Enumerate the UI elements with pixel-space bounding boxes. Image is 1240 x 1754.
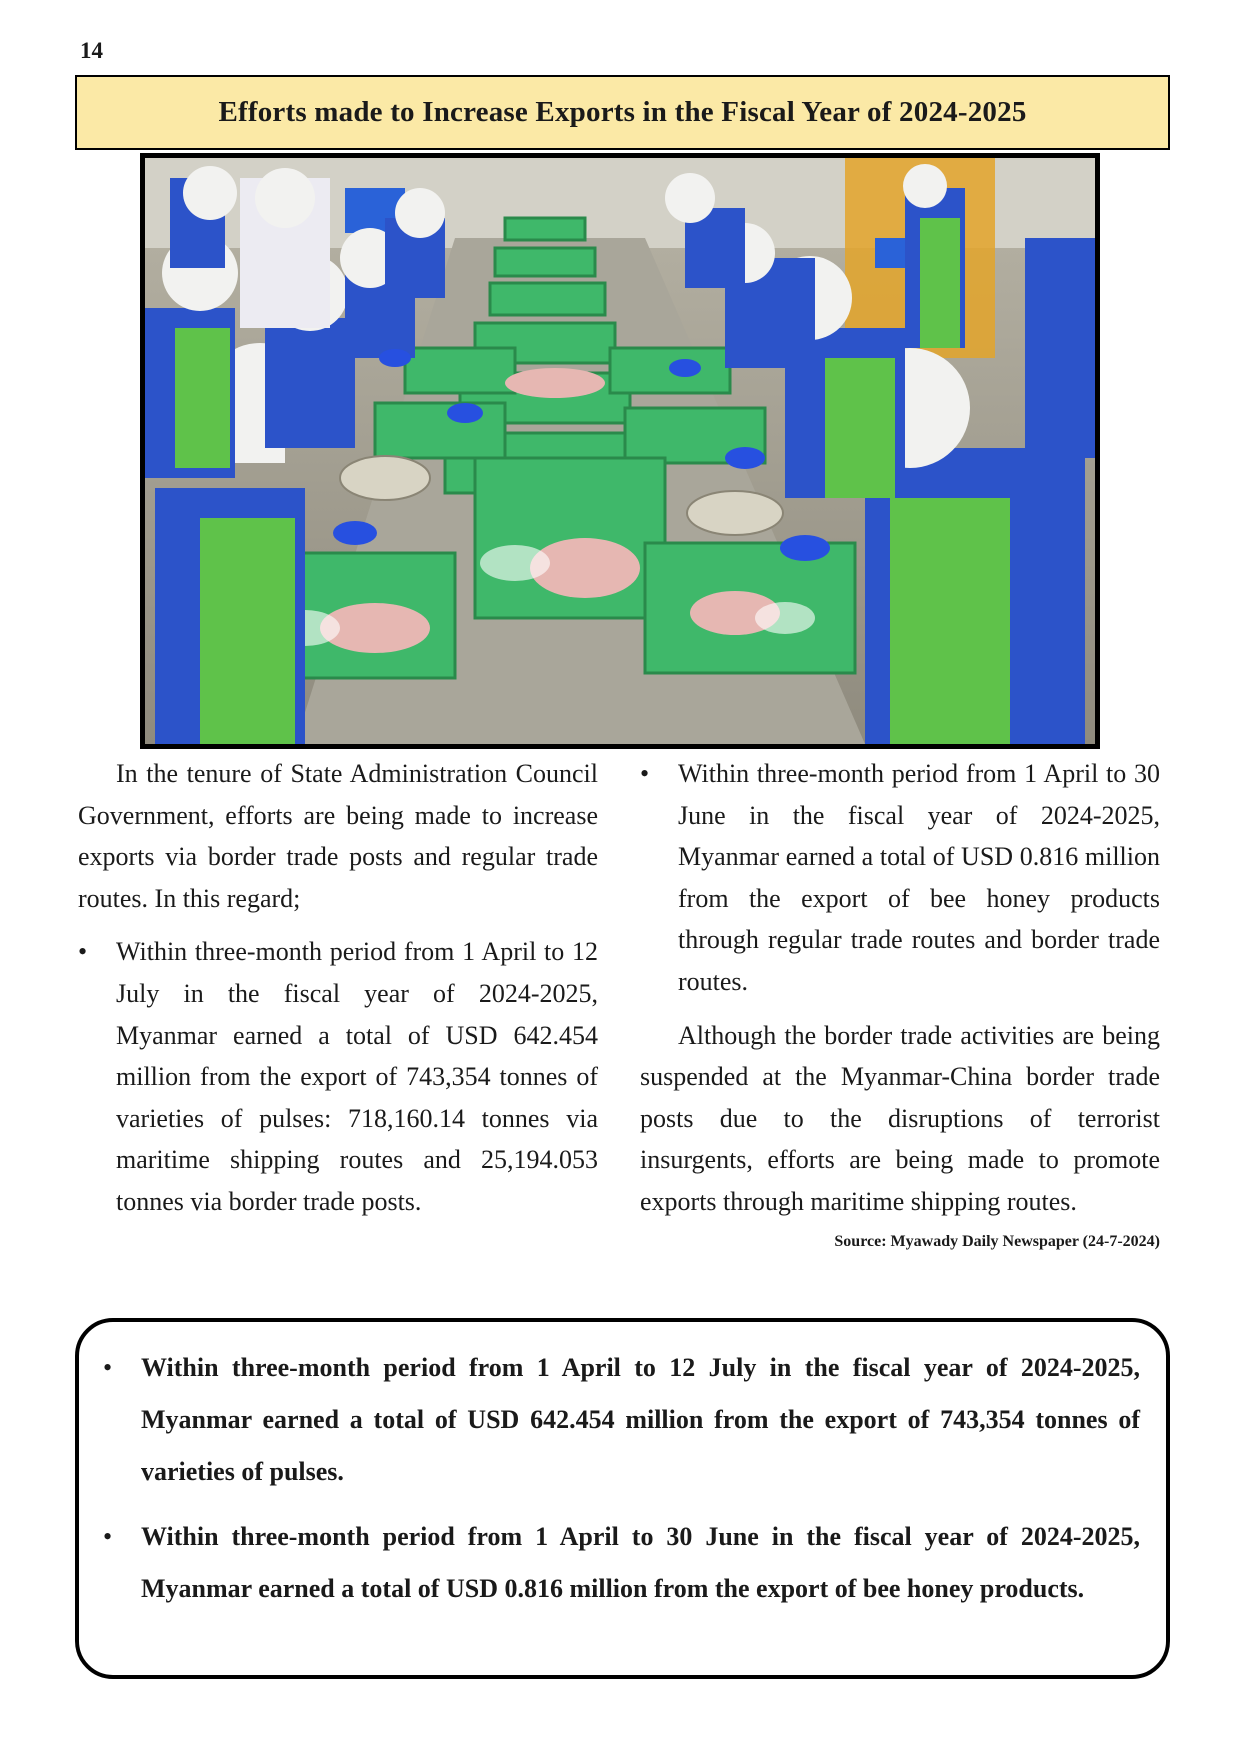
- intro-paragraph: In the tenure of State Administration Council Government, efforts are being made to increase exports via border trade posts and regular trade routes. In this regard;: [78, 759, 598, 913]
- summary-box: [75, 1318, 1170, 1679]
- summary-text: Within three-month period from 1 April to 12 July in the fiscal year of 2024-2025, Myanmar earned a total of USD 642.454 million from the export of 743,354 tonnes of varieties of pulses.: [141, 1353, 1140, 1486]
- bullet-text: Within three-month period from 1 April to 12 July in the fiscal year of 2024-2025, Myanmar earned a total of USD 642.454 million from the export of 743,354 tonnes of varieties of pulses: 718,160.14 tonnes via maritime shipping routes and 25,194.053 tonnes via border trade posts.: [116, 937, 598, 1216]
- fish-processing-photo: [140, 153, 1100, 749]
- bullet-icon: •: [640, 759, 650, 788]
- title-banner: [75, 75, 1170, 150]
- summary-item-honey: [103, 1511, 1140, 1615]
- bullet-icon: •: [78, 937, 88, 967]
- bullet-text: Within three-month period from 1 April to 30 June in the fiscal year of 2024-2025, Myanmar earned a total of USD 0.816 million from the export of bee honey products through regular trade routes and border trade routes.: [678, 759, 1160, 996]
- page-number: 14: [80, 38, 103, 63]
- bullet-icon: •: [103, 1522, 113, 1551]
- left-column: [78, 753, 598, 1223]
- summary-text: Within three-month period from 1 April to 30 June in the fiscal year of 2024-2025, Myanmar earned a total of USD 0.816 million from the export of bee honey products.: [141, 1522, 1140, 1603]
- bullet-icon: •: [103, 1353, 113, 1382]
- right-column: [640, 753, 1160, 1253]
- border-trade-paragraph: Although the border trade activities are being suspended at the Myanmar-China border trade posts due to the disruptions of terrorist insurgents, efforts are being made to promote exports through maritime shipping routes.: [640, 1020, 1160, 1216]
- page-title: Efforts made to Increase Exports in the Fiscal Year of 2024-2025: [218, 96, 1027, 128]
- source-credit: Source: Myawady Daily Newspaper (24-7-2024): [834, 1232, 1160, 1250]
- summary-item-pulses: [103, 1342, 1140, 1498]
- honey-export-bullet: [640, 753, 1160, 1003]
- pulses-export-bullet: [78, 931, 598, 1222]
- fish-processing-workers-photo-icon: [145, 158, 1095, 744]
